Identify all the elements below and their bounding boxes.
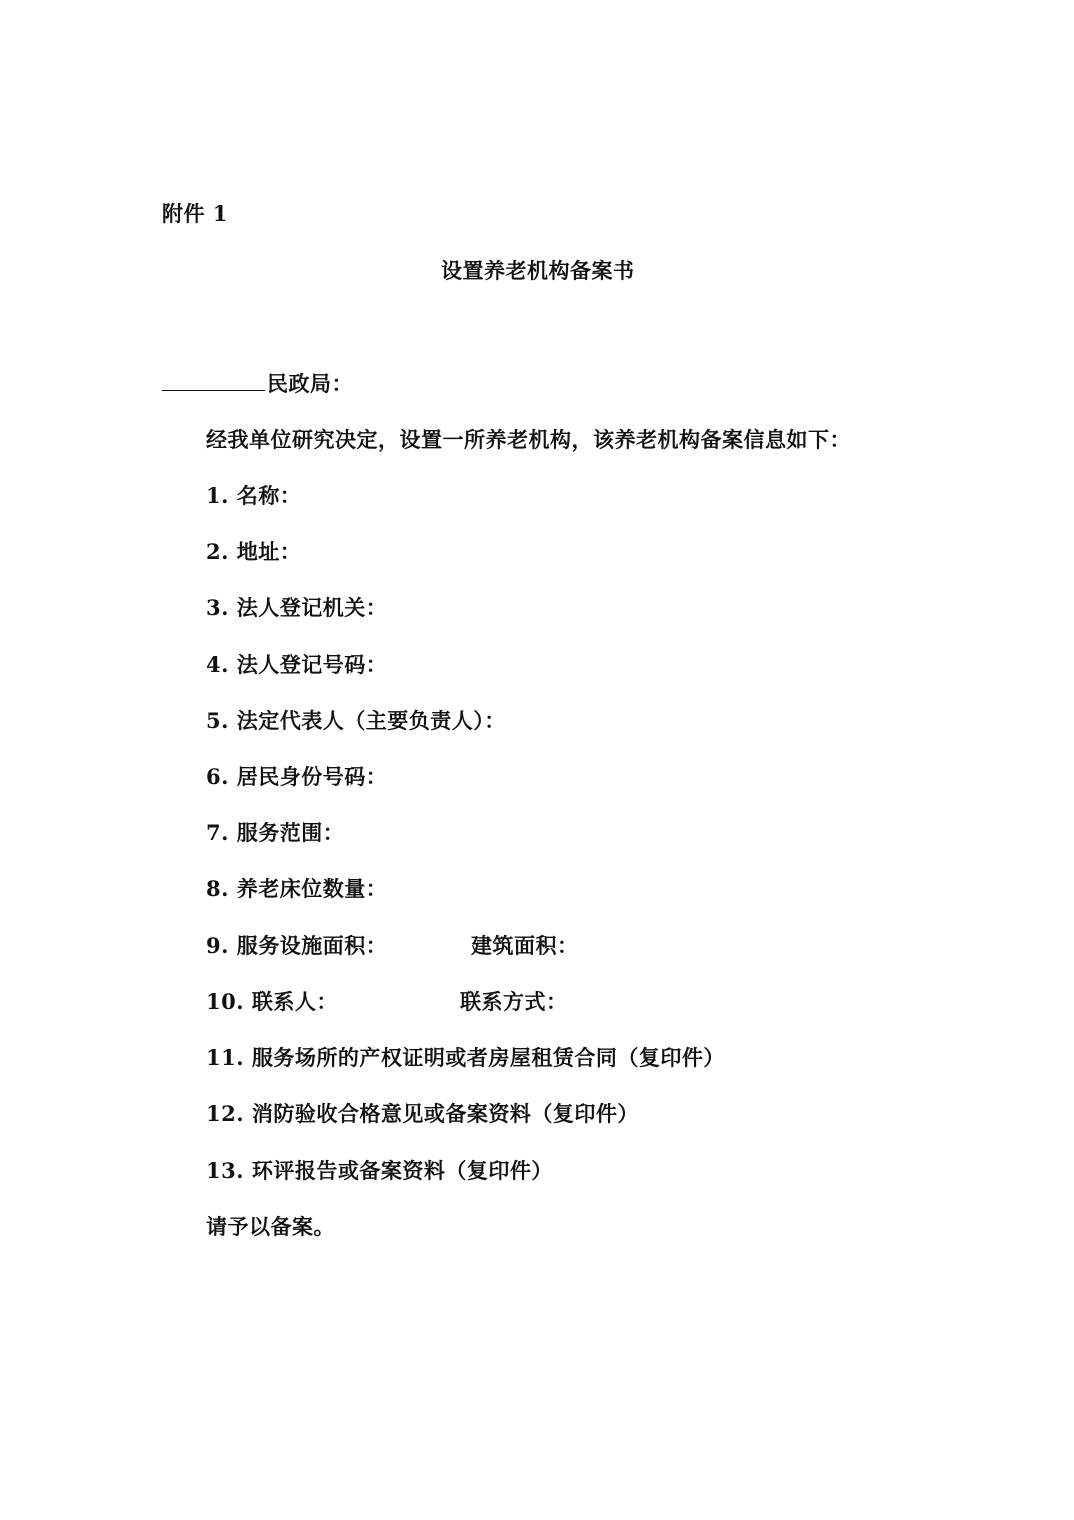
item-facility-area: 9. 服务设施面积：: [206, 933, 388, 958]
addressee-blank: [162, 372, 265, 391]
item-name: 1. 名称：: [206, 483, 302, 508]
item-building-area: 建筑面积：: [471, 933, 579, 958]
item-bed-count: 8. 养老床位数量：: [206, 876, 388, 901]
document-title: 设置养老机构备案书: [441, 258, 635, 283]
item-registration-number: 4. 法人登记号码：: [206, 652, 388, 677]
intro-paragraph: 经我单位研究决定，设置一所养老机构，该养老机构备案信息如下：: [206, 427, 851, 452]
item-property-proof: 11. 服务场所的产权证明或者房屋租赁合同（复印件）: [206, 1045, 725, 1070]
addressee-suffix: 民政局：: [267, 371, 353, 396]
closing-line: 请予以备案。: [206, 1214, 335, 1239]
item-registration-authority: 3. 法人登记机关：: [206, 595, 388, 620]
item-contact-method: 联系方式：: [460, 989, 568, 1014]
item-fire-acceptance: 12. 消防验收合格意见或备案资料（复印件）: [206, 1101, 639, 1126]
item-id-number: 6. 居民身份号码：: [206, 764, 388, 789]
addressee-line: [162, 370, 353, 398]
item-environmental-report: 13. 环评报告或备案资料（复印件）: [206, 1158, 553, 1183]
item-service-scope: 7. 服务范围：: [206, 820, 345, 845]
item-contact-person: 10. 联系人：: [206, 989, 338, 1014]
item-address: 2. 地址：: [206, 539, 302, 564]
attachment-label: 附件 1: [162, 201, 228, 226]
item-legal-representative: 5. 法定代表人（主要负责人）：: [206, 708, 506, 733]
